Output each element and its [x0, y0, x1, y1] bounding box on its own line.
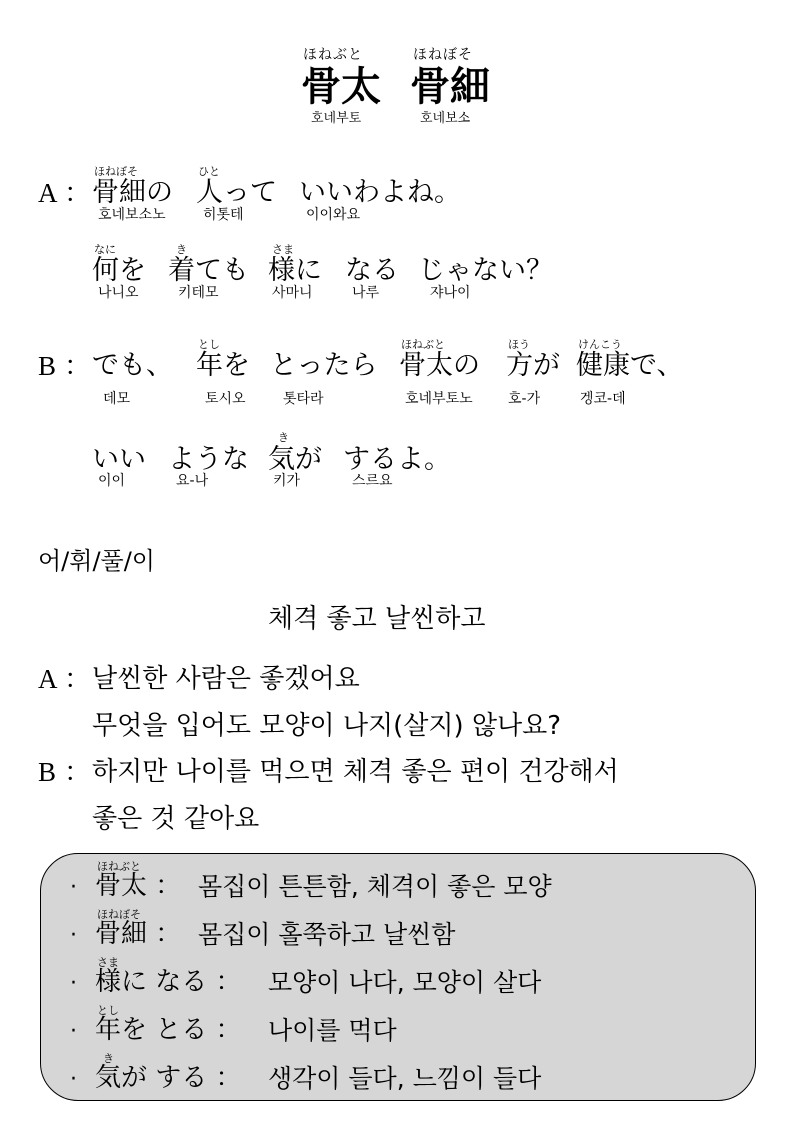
speaker-colon: ：	[64, 664, 91, 694]
speaker-colon: ：	[64, 178, 91, 208]
vocab-ruby: ほねぶと	[97, 860, 141, 873]
korean-reading: 이이	[98, 473, 126, 489]
speaker-b: B	[38, 351, 57, 381]
japanese-word: 骨細の	[92, 177, 173, 208]
japanese-word: 着ても	[168, 255, 249, 286]
korean-reading: 히톳테	[203, 207, 244, 223]
speaker-colon: ：	[64, 351, 91, 381]
translation-a-line2: 무엇을 입어도 모양이 나지(살지) 않나요?	[92, 711, 562, 741]
title-word1-ruby: ほねぶと	[303, 47, 363, 63]
korean-reading: 키테모	[178, 285, 219, 301]
korean-reading: 키가	[273, 473, 301, 489]
ruby: き	[278, 431, 289, 444]
vocab-definition: 몸집이 홀쭉하고 날씬함	[198, 920, 456, 949]
vocab-ruby: とし	[97, 1004, 119, 1017]
speaker-b: B	[38, 757, 57, 787]
ruby: さま	[272, 243, 294, 256]
ruby: ほねぼそ	[94, 165, 138, 178]
japanese-word: 様に	[268, 255, 322, 286]
vocab-definition: 생각이 들다, 느낌이 들다	[268, 1064, 542, 1093]
ruby: とし	[198, 338, 220, 351]
vocab-ruby: さま	[97, 956, 119, 969]
bullet: ·	[70, 971, 77, 996]
korean-reading: 나루	[352, 285, 380, 301]
vocab-term: 骨太 ：	[95, 871, 182, 901]
korean-reading: 쟈나이	[430, 285, 471, 301]
korean-reading: 호네부토노	[405, 391, 473, 407]
korean-reading: 토시오	[205, 391, 246, 407]
japanese-word: でも、	[92, 350, 173, 381]
vocab-term: 骨細 ：	[95, 919, 182, 949]
vocab-definition: 나이를 먹다	[268, 1016, 397, 1045]
vocab-ruby: き	[103, 1052, 114, 1065]
vocab-definition: 몸집이 튼튼함, 체격이 좋은 모양	[198, 872, 552, 901]
ruby: なに	[94, 243, 116, 256]
japanese-word: 人って	[196, 177, 277, 208]
japanese-word: 気が	[268, 444, 322, 475]
japanese-word: なる	[345, 255, 399, 286]
title-word1: 骨太	[301, 64, 381, 110]
japanese-word: 健康で、	[576, 350, 684, 381]
ruby: き	[176, 243, 187, 256]
ruby: ほねぶと	[401, 338, 445, 351]
korean-reading: 사마니	[272, 285, 313, 301]
korean-reading: 데모	[103, 391, 131, 407]
korean-reading: 이이와요	[306, 207, 361, 223]
title-word2-ruby: ほねぼそ	[413, 47, 473, 63]
japanese-word: するよ。	[343, 444, 451, 475]
title-word2: 骨細	[410, 64, 490, 110]
korean-reading: 호-가	[508, 391, 541, 407]
korean-reading: 톳타라	[283, 391, 324, 407]
bullet: ·	[70, 923, 77, 948]
japanese-word: いい	[92, 444, 146, 475]
ruby: ほう	[508, 338, 530, 351]
vocab-heading: 어/휘/풀/이	[38, 547, 155, 575]
bullet: ·	[70, 1067, 77, 1092]
ruby: ひと	[198, 165, 220, 178]
ruby: けんこう	[578, 338, 622, 351]
speaker-a: A	[38, 178, 58, 208]
translation-b-line1: 하지만 나이를 먹으면 체격 좋은 편이 건강해서	[92, 757, 619, 787]
japanese-word: ような	[168, 444, 249, 475]
korean-reading: 겡코-데	[580, 391, 626, 407]
japanese-word: いいわよね。	[299, 177, 461, 208]
korean-reading: 요-나	[176, 473, 209, 489]
bullet: ·	[70, 1019, 77, 1044]
japanese-word: 年を	[196, 350, 250, 381]
vocab-term: 様に なる ：	[95, 967, 242, 997]
japanese-word: じゃない？	[418, 255, 553, 286]
japanese-word: 何を	[92, 255, 146, 286]
korean-reading: 스르요	[352, 473, 393, 489]
korean-reading: 호네보소노	[98, 207, 166, 223]
japanese-word: とったら	[270, 350, 378, 381]
japanese-word: 骨太の	[399, 350, 480, 381]
vocab-definition: 모양이 나다, 모양이 살다	[268, 968, 542, 997]
korean-reading: 나니오	[98, 285, 139, 301]
speaker-colon: ：	[64, 757, 91, 787]
bullet: ·	[70, 875, 77, 900]
translation-title: 체격 좋고 날씬하고	[268, 604, 486, 634]
title-word2-korean: 호네보소	[420, 111, 471, 126]
vocab-term: 年を とる ：	[95, 1015, 242, 1045]
title-word1-korean: 호네부토	[311, 111, 362, 126]
vocab-term: 気が する ：	[95, 1063, 242, 1093]
vocab-ruby: ほねぼそ	[97, 908, 141, 921]
japanese-word: 方が	[506, 350, 560, 381]
translation-a-line1: 날씬한 사람은 좋겠어요	[92, 664, 360, 694]
speaker-a: A	[38, 664, 58, 694]
translation-b-line2: 좋은 것 같아요	[92, 804, 260, 834]
